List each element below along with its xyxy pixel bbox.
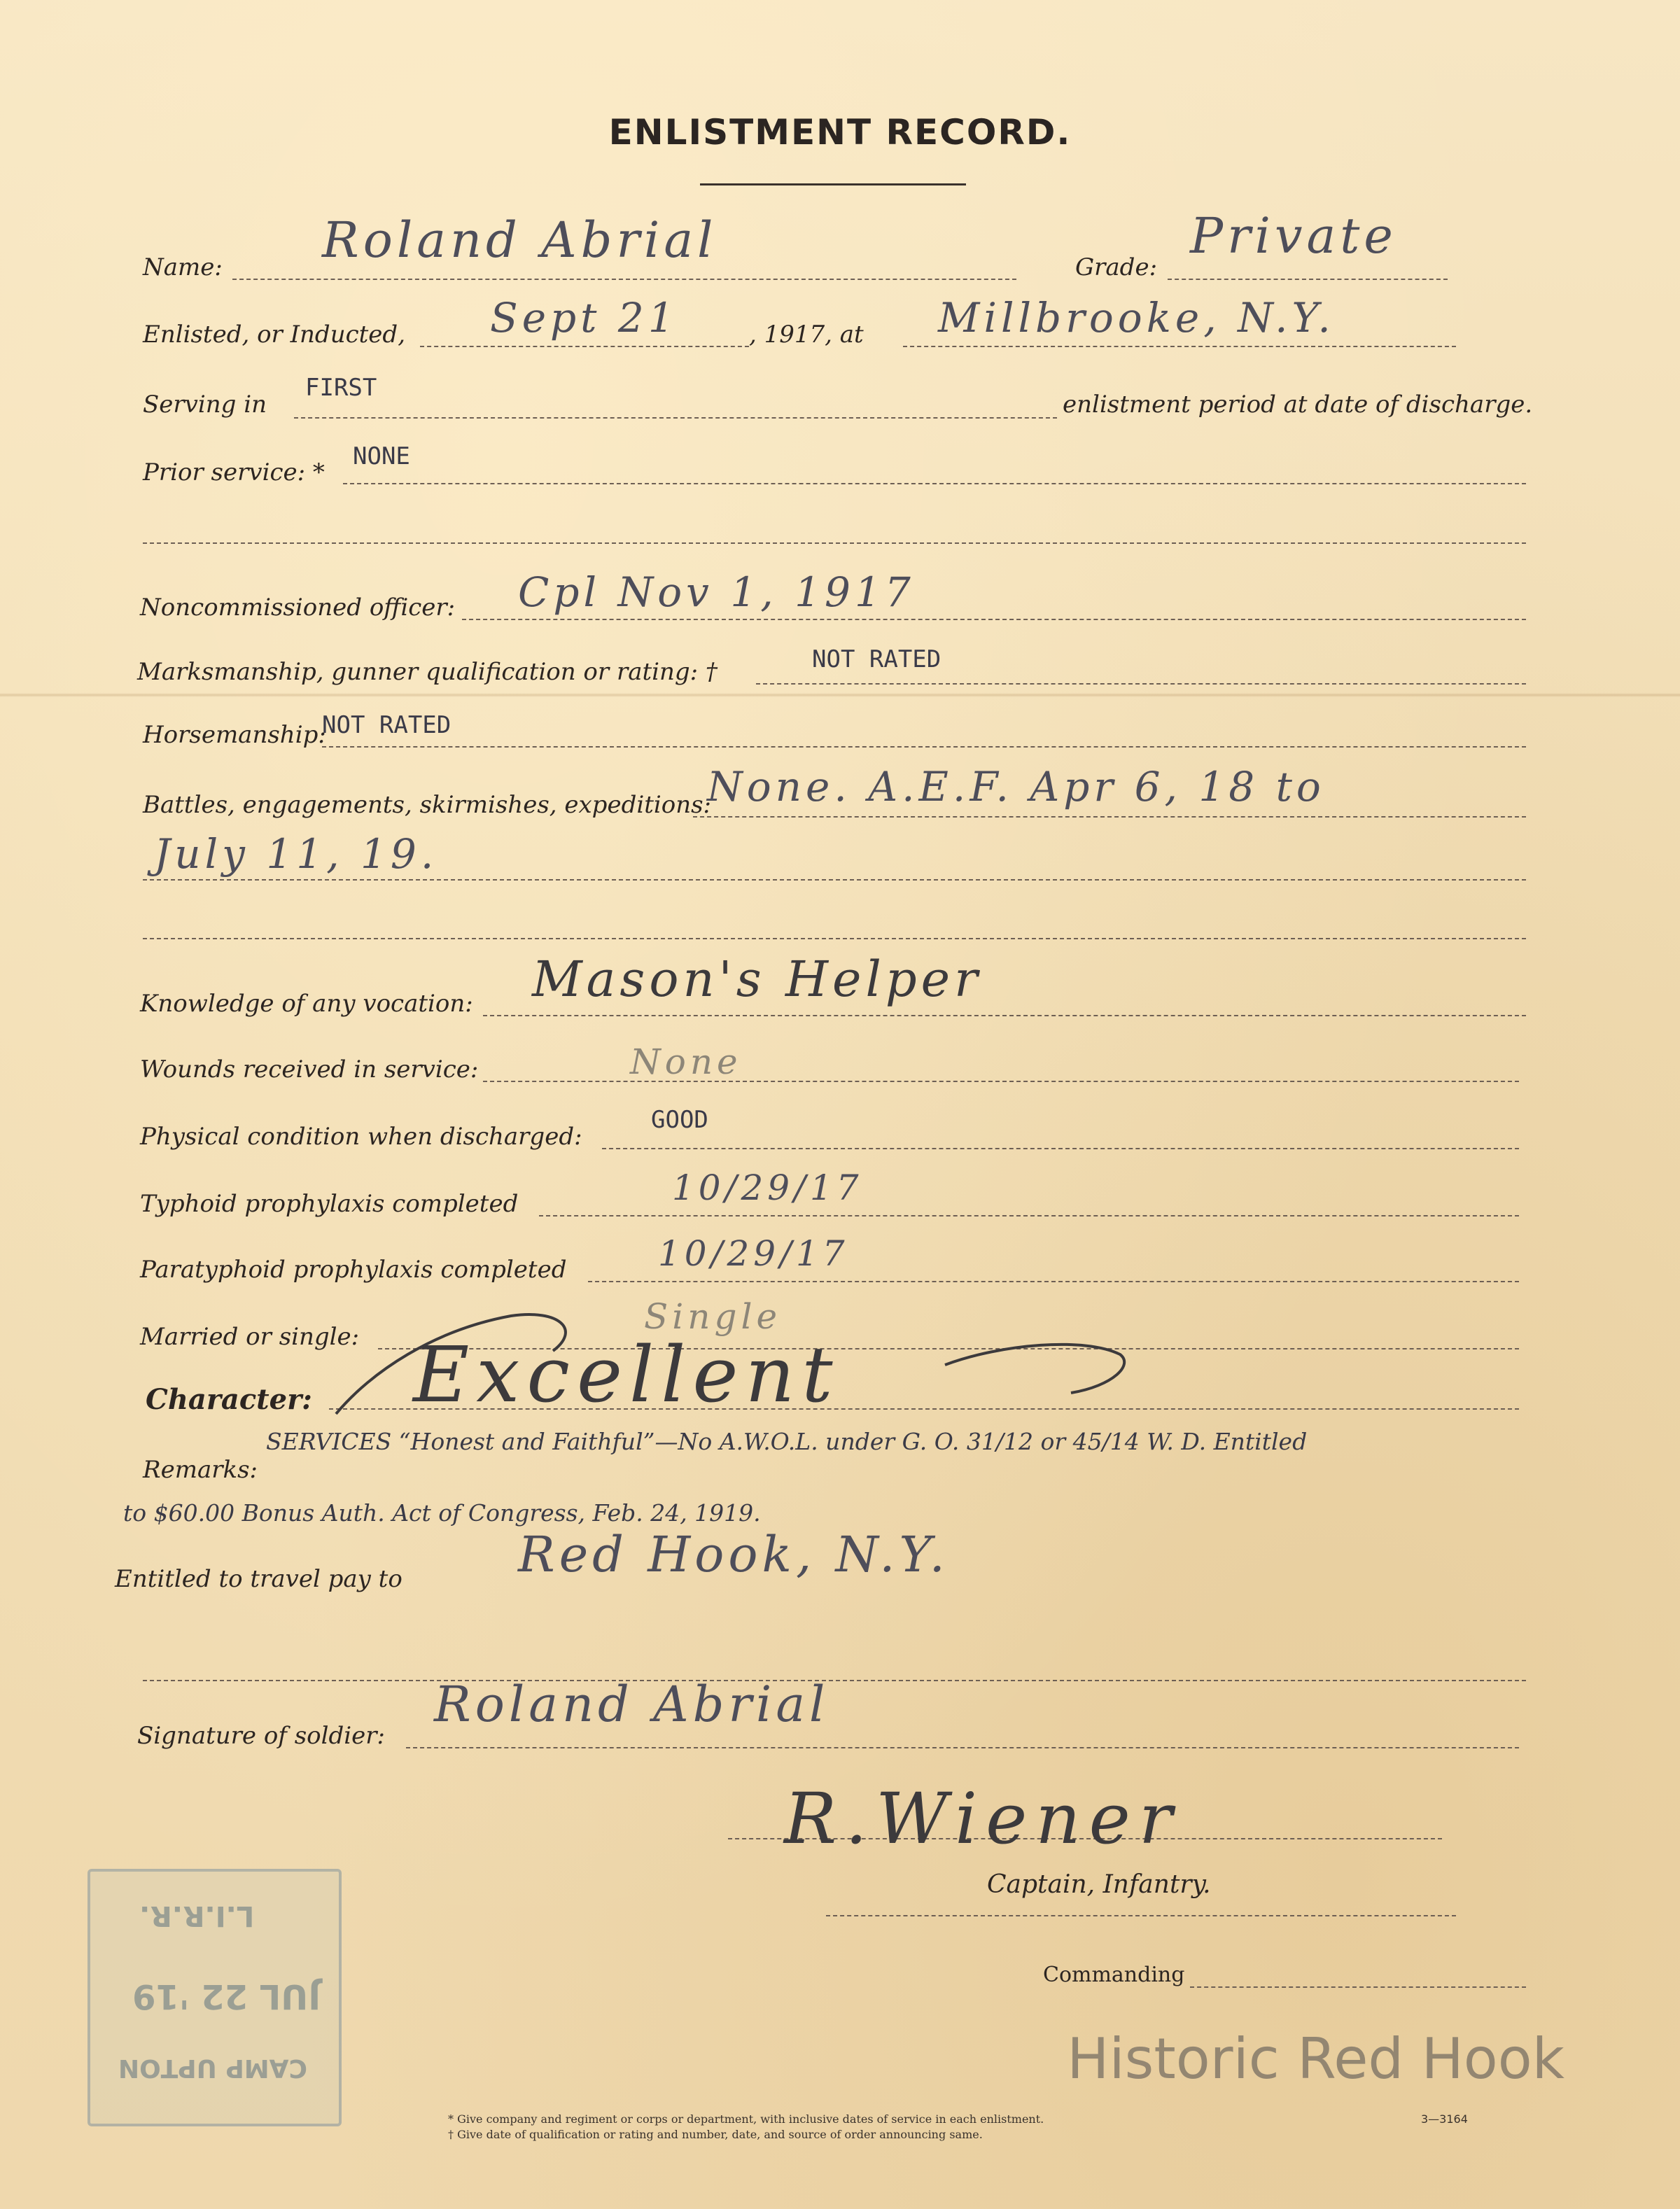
marksmanship-line [756, 683, 1526, 685]
paratyphoid-label: Paratyphoid prophylaxis completed [140, 1256, 567, 1284]
typhoid-value: 10/29/17 [672, 1167, 863, 1208]
grade-value: Private [1190, 207, 1397, 265]
commanding-line [1190, 1986, 1526, 1988]
officer-title: Captain, Infantry. [987, 1870, 1211, 1899]
paratyphoid-value: 10/29/17 [658, 1233, 849, 1274]
married-label: Married or single: [140, 1323, 360, 1351]
officer-title-line [826, 1915, 1456, 1916]
physical-condition-value: GOOD [651, 1106, 708, 1134]
vocation-label: Knowledge of any vocation: [140, 990, 473, 1018]
battles-value-2: July 11, 19. [154, 830, 438, 878]
name-line [232, 279, 1016, 280]
physical-condition-line [602, 1148, 1519, 1149]
nco-line [462, 619, 1526, 620]
stamp-line-2: JUL 22 '19 [132, 1977, 321, 2016]
battles-line [693, 816, 1526, 818]
serving-line [294, 417, 1057, 419]
grade-line [1168, 279, 1448, 280]
signature-line [406, 1747, 1519, 1748]
paper-fold-crease [0, 693, 1680, 697]
battles-line-3 [143, 938, 1526, 939]
grade-label: Grade: [1075, 253, 1158, 281]
remarks-line-1: SERVICES “Honest and Faithful”—No A.W.O.L. under G. O. 31/12 or 45/14 W. D. Entitled [266, 1428, 1308, 1455]
remarks-line-2: to $60.00 Bonus Auth. Act of Congress, Feb. 24, 1919. [123, 1499, 761, 1527]
travel-pay-value: Red Hook, N.Y. [518, 1526, 949, 1583]
horsemanship-value: NOT RATED [322, 711, 451, 739]
vocation-line [483, 1015, 1526, 1016]
commanding-label: Commanding [1043, 1963, 1185, 1987]
travel-pay-line [143, 1680, 1526, 1681]
wounds-label: Wounds received in service: [140, 1056, 479, 1084]
date-stamp [88, 1869, 342, 2126]
battles-value-1: None. A.E.F. Apr 6, 18 to [707, 763, 1325, 811]
typhoid-line [539, 1215, 1519, 1216]
marksmanship-label: Marksmanship, gunner qualification or rating: † [137, 658, 718, 686]
stamp-line-1: CAMP UPTON [118, 2054, 307, 2082]
prior-service-label: Prior service: * [143, 458, 325, 486]
horsemanship-line [322, 746, 1526, 748]
vocation-value: Mason's Helper [532, 951, 982, 1008]
typhoid-label: Typhoid prophylaxis completed [140, 1190, 519, 1218]
travel-pay-label: Entitled to travel pay to [115, 1565, 402, 1593]
nco-label: Noncommissioned officer: [140, 594, 456, 622]
enlisted-year-text: , 1917, at [749, 321, 864, 349]
prior-service-value: NONE [353, 442, 410, 470]
historic-red-hook-watermark: Historic Red Hook [1067, 2026, 1564, 2091]
marksmanship-value: NOT RATED [812, 645, 941, 673]
document-title: ENLISTMENT RECORD. [608, 112, 1072, 153]
wounds-value: None [630, 1042, 742, 1082]
serving-value: FIRST [305, 374, 377, 402]
battles-label: Battles, engagements, skirmishes, expeditions: [143, 791, 712, 819]
paratyphoid-line [588, 1281, 1519, 1282]
footnote-2: † Give date of qualification or rating and number, date, and source of order announcing same. [448, 2128, 983, 2141]
prior-service-line [343, 483, 1526, 484]
enlisted-label: Enlisted, or Inducted, [143, 321, 405, 349]
signature-label: Signature of soldier: [137, 1722, 385, 1750]
character-label: Character: [146, 1383, 312, 1416]
footnote-1: * Give company and regiment or corps or department, with inclusive dates of service in each enlistment. [448, 2112, 1044, 2126]
enlisted-place-value: Millbrooke, N.Y. [938, 294, 1335, 342]
enlisted-place-line [903, 346, 1456, 347]
remarks-label: Remarks: [143, 1456, 258, 1484]
battles-line-2 [143, 879, 1526, 881]
nco-value: Cpl Nov 1, 1917 [518, 568, 915, 616]
officer-signature: R.Wiener [784, 1778, 1181, 1860]
married-value: Single [644, 1296, 782, 1337]
character-value: Excellent [413, 1330, 840, 1419]
stamp-line-3: L.I.R.R. [139, 1900, 255, 1932]
soldier-signature: Roland Abrial [434, 1676, 830, 1733]
serving-suffix: enlistment period at date of discharge. [1063, 391, 1533, 419]
enlisted-date-line [420, 346, 749, 347]
enlisted-date-value: Sept 21 [490, 294, 678, 342]
name-label: Name: [143, 253, 223, 281]
horsemanship-label: Horsemanship: [143, 721, 326, 749]
name-value: Roland Abrial [322, 211, 718, 269]
form-number: 3—3164 [1421, 2112, 1468, 2126]
physical-condition-label: Physical condition when discharged: [140, 1123, 582, 1151]
character-flourish [329, 1288, 1141, 1428]
serving-label: Serving in [143, 391, 267, 419]
prior-service-line-2 [143, 542, 1526, 544]
title-underline [700, 183, 966, 185]
